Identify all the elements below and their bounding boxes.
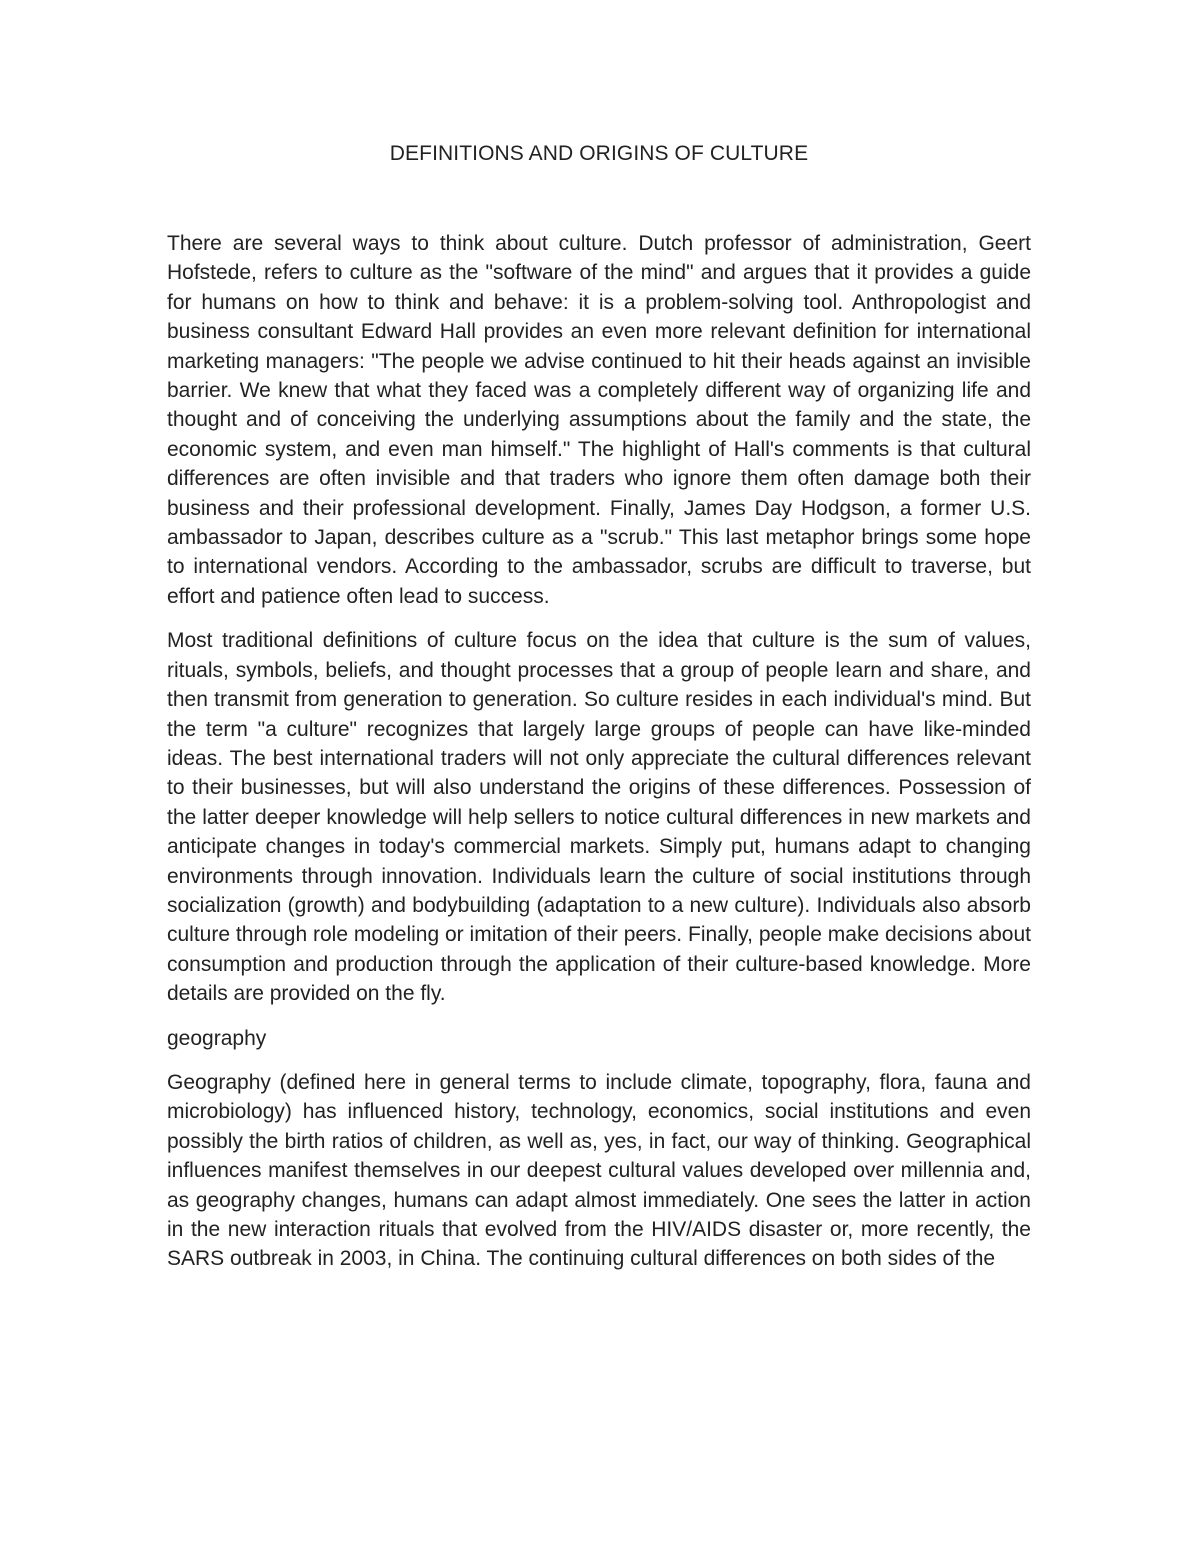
document-title: DEFINITIONS AND ORIGINS OF CULTURE	[389, 142, 809, 165]
paragraph-culture-definitions: There are several ways to think about culture. Dutch professor of administration, Geert Hofstede, refers to culture as the "software of the mind" and argues that it provides a guide for humans on how to think and behave: it is a problem-solving tool. Anthropologist and business consultant Edward Hall provides an even more relevant definition for international marketing managers: "The people we advise continued to hit their heads against an invisible barrier. We knew that what they faced was a completely different way of organizing life and thought and of conceiving the underlying assumptions about the family and the state, the economic system, and even man himself." The highlight of Hall's comments is that cultural differences are often invisible and that traders who ignore them often damage both their business and their professional development. Finally, James Day Hodgson, a former U.S. ambassador to Japan, describes culture as a "scrub." This last metaphor brings some hope to international vendors. According to the ambassador, scrubs are difficult to traverse, but effort and patience often lead to success.	[167, 232, 1031, 608]
paragraph-traditional-definitions: Most traditional definitions of culture focus on the idea that culture is the sum of values, rituals, symbols, beliefs, and thought processes that a group of people learn and share, and then transmit from generation to generation. So culture resides in each individual's mind. But the term "a culture" recognizes that largely large groups of people can have like-minded ideas. The best international traders will not only appreciate the cultural differences relevant to their businesses, but will also understand the origins of these differences. Possession of the latter deeper knowledge will help sellers to notice cultural differences in new markets and anticipate changes in today's commercial markets. Simply put, humans adapt to changing environments through innovation. Individuals learn the culture of social institutions through socialization (growth) and bodybuilding (adaptation to a new culture). Individuals also absorb culture through role modeling or imitation of their peers. Finally, people make decisions about consumption and production through the application of their culture-based knowledge. More details are provided on the fly.	[167, 629, 1031, 1006]
paragraph-geography: Geography (defined here in general terms to include climate, topography, flora, fauna and microbiology) has influenced history, technology, economics, social institutions and even possibly the birth ratios of children, as well as, yes, in fact, our way of thinking. Geographical influences manifest themselves in our deepest cultural values developed over millennia and, as geography changes, humans can adapt almost immediately. One sees the latter in action in the new interaction rituals that evolved from the HIV/AIDS disaster or, more recently, the SARS outbreak in 2003, in China. The continuing cultural differences on both sides of the	[167, 1070, 1031, 1271]
document-body	[167, 142, 1031, 1289]
section-heading-geography: geography	[167, 1026, 267, 1050]
